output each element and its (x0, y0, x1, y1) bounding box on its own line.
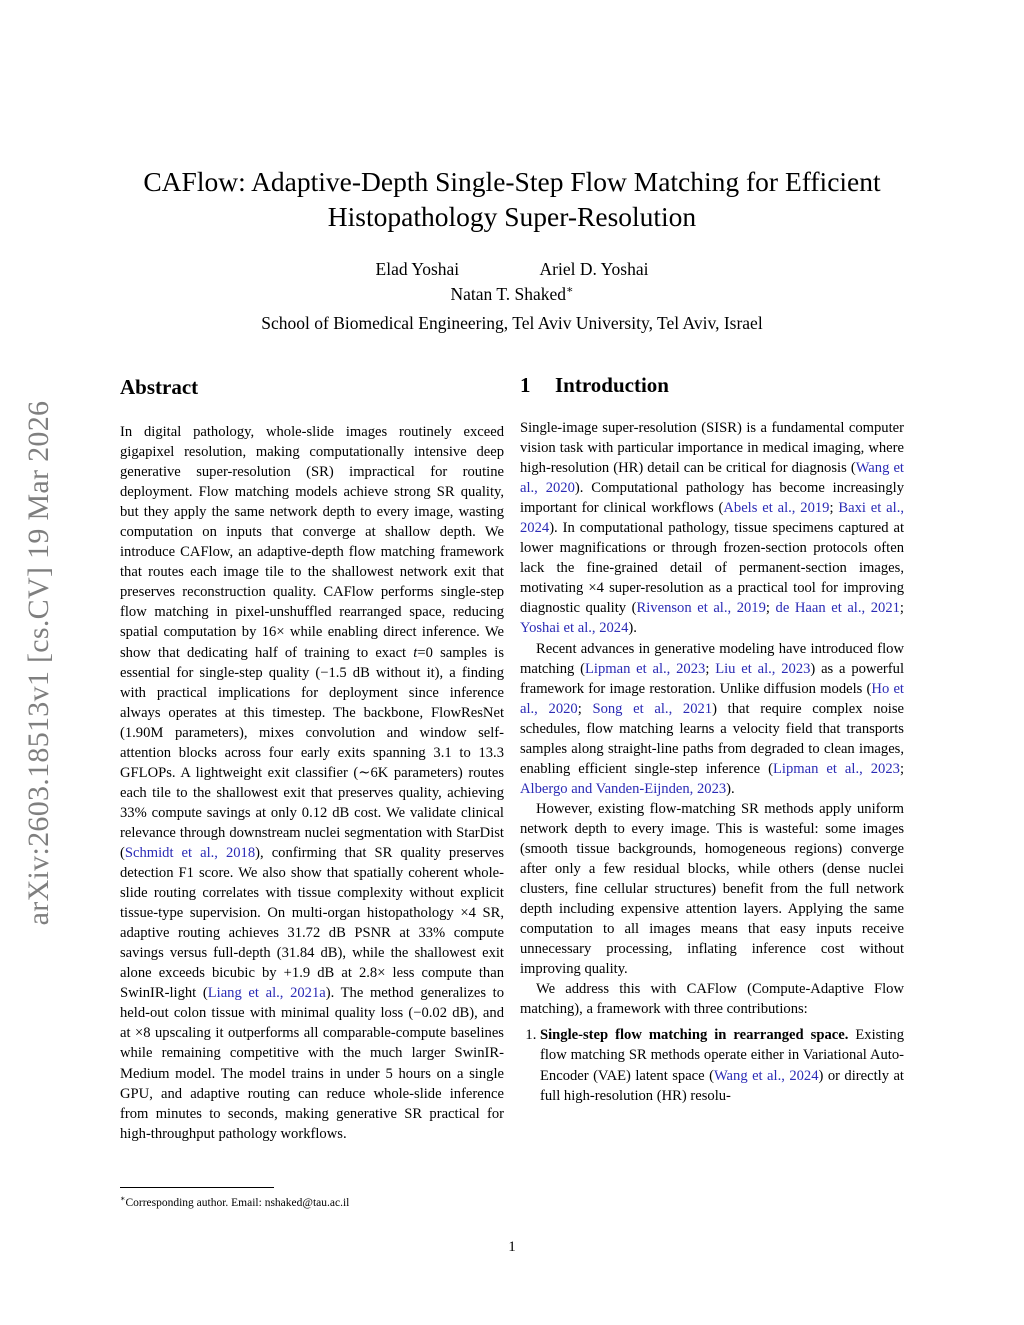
abstract-text: In digital pathology, whole-slide images routinely exceed gigapixel resolution, making computationally intensive deep generative super-resolution (SR) impractical for routine deployment. Flow matching models achieve strong SR quality, but they apply the same network depth to every image, wasting computation on inputs that converge at shallow depth. We introduce CAFlow, an adaptive-depth flow matching framework that routes each image tile to the shallowest network exit that preserves reconstruction quality. CAFlow performs single-step flow matching in pixel-unshuffled rearranged space, reducing spatial computation by 16× while enabling direct inference. We show that dedicating half of training to exact t=0 samples is essential for single-step quality (−1.5 dB without it), a finding with practical implications for deployment since inference always operates at this timestep. The backbone, FlowResNet (1.90M parameters), mixes convolution and window self-attention blocks across four early exits spanning 3.1 to 13.3 GFLOPs. A lightweight exit classifier (∼6K parameters) routes each tile to the shallowest exit that preserves quality, achieving 33% compute savings at only 0.12 dB cost. We validate clinical relevance through downstream nuclei segmentation with StarDist (Schmidt et al., 2018), confirming that SR quality preserves detection F1 score. We also show that spatially coherent whole-slide routing correlates with tissue complexity without explicit tissue-type supervision. On multi-organ histopathology ×4 SR, adaptive routing achieves 31.72 dB PSNR at 33% compute savings versus full-depth (31.84 dB), while the shallowest exit alone exceeds bicubic by +1.9 dB at 2.8× less compute than SwinIR-light (Liang et al., 2021a). The method generalizes to held-out colon tissue with minimal quality loss (−0.02 dB), and at ×8 upscaling it outperforms all comparable-compute baselines while remaining competitive with the much larger SwinIR-Medium model. The model trains in under 5 hours on a single GPU, and adaptive routing can reduce whole-slide inference from minutes to seconds, making generative SR practical for high-throughput pathology workflows. (120, 424, 504, 1142)
citation-link[interactable]: Albergo and Vanden-Eijnden, 2023 (520, 780, 727, 797)
author-1: Elad Yoshai (375, 259, 460, 279)
citation-link[interactable]: Lipman et al., 2023 (772, 760, 900, 777)
intro-paragraph-4: We address this with CAFlow (Compute-Adaptive Flow matching), a framework with three contributions: (520, 981, 904, 1018)
footnote-divider (120, 1187, 274, 1188)
citation-link[interactable]: Baxi et al., 2024 (520, 500, 904, 537)
page-number: 1 (508, 1239, 516, 1255)
arxiv-stamp (14, 366, 64, 960)
footnote: ∗Corresponding author. Email: nshaked@tau.ac.il (120, 1194, 350, 1209)
section-number: 1 (520, 373, 531, 397)
citation-link[interactable]: Abels et al., 2019 (723, 500, 830, 517)
intro-paragraph-2: Recent advances in generative modeling have introduced flow matching (Lipman et al., 2023; Liu et al., 2023) as a powerful framework for image restoration. Unlike diffusion models (Ho et al., 2020; Song et al., 2021) that require complex noise schedules, flow matching learns a velocity field that transports samples along straight-line paths from degraded to clean images, enabling efficient single-step inference (Lipman et al., 2023; Albergo and Vanden-Eijnden, 2023). (520, 640, 905, 797)
citation-link[interactable]: Liang et al., 2021a (207, 985, 326, 1002)
section-title: Introduction (555, 373, 669, 397)
paper-title (100, 164, 924, 234)
citation-link[interactable]: Ho et al., 2020 (520, 680, 904, 717)
author-row-2 (0, 283, 1024, 305)
citation-link[interactable]: Song et al., 2021 (592, 700, 713, 717)
arxiv-id: arXiv:2603.18513v1 [cs.CV] 19 Mar 2026 (22, 400, 55, 926)
author-row-1 (0, 259, 1024, 280)
right-column (520, 372, 904, 1106)
title-line-2: Histopathology Super-Resolution (327, 201, 697, 232)
citation-link[interactable]: Liu et al., 2023 (715, 660, 811, 677)
corresponding-mark: ∗ (566, 284, 574, 296)
citation-link[interactable]: Wang et al., 2024 (713, 1067, 819, 1084)
abstract-heading: Abstract (120, 375, 199, 399)
citation-link[interactable]: Schmidt et al., 2018 (124, 844, 256, 861)
section-heading (520, 372, 904, 398)
citation-link[interactable]: Yoshai et al., 2024 (520, 620, 629, 637)
author-3: Natan T. Shaked (450, 283, 567, 304)
citation-link[interactable]: Lipman et al., 2023 (584, 660, 706, 677)
affiliation: School of Biomedical Engineering, Tel Aviv University, Tel Aviv, Israel (261, 313, 763, 333)
title-line-1: CAFlow: Adaptive-Depth Single-Step Flow Matching for Efficient (143, 166, 881, 197)
citation-link[interactable]: Rivenson et al., 2019 (636, 600, 766, 617)
intro-paragraph-1: Single-image super-resolution (SISR) is a fundamental computer vision task with particular importance in medical imaging, where high-resolution (HR) detail can be critical for diagnosis (Wang et al., 2020). Computational pathology has become increasingly important for clinical workflows (Abels et al., 2019; Baxi et al., 2024). In computational pathology, tissue specimens captured at lower magnifications or through frozen-section protocols often lack the fine-grained detail of permanent-section images, motivating ×4 super-resolution as a practical tool for improving diagnostic quality (Rivenson et al., 2019; de Haan et al., 2021; Yoshai et al., 2024). (520, 420, 904, 637)
citation-link[interactable]: Wang et al., 2020 (520, 460, 904, 497)
citation-link[interactable]: de Haan et al., 2021 (775, 600, 900, 617)
intro-paragraph-3: However, existing flow-matching SR methods apply uniform network depth to every image. This is wasteful: some images (smooth tissue backgrounds, homogeneous regions) converge after only a few residual blocks, while others (dense nuclei clusters, fine cellular structures) benefit from the full network depth including expensive attention layers. Applying the same computation to all images means that easy inputs receive unnecessary processing, inflating inference cost without improving quality. (520, 800, 904, 978)
author-2: Ariel D. Yoshai (539, 259, 649, 279)
list-item: 1. Single-step flow matching in rearranged space. Existing flow matching SR methods operate either in Variational Auto-Encoder (VAE) latent space (Wang et al., 2024) or directly at full high-resolution (HR) resolu- (540, 1025, 904, 1105)
left-column (120, 372, 504, 1144)
contributions-list (520, 1025, 904, 1105)
